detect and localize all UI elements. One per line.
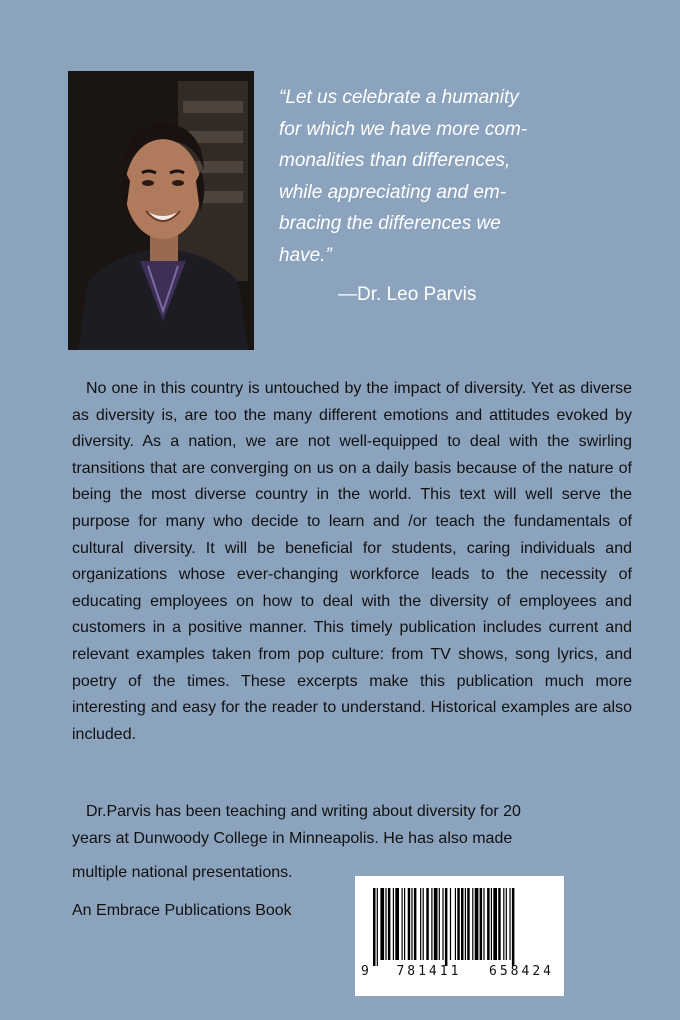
barcode-bar — [512, 888, 515, 966]
barcode-group-1: 781411 — [396, 964, 462, 979]
quote-text: “Let us celebrate a humanity for which we have more com- monalities than differences, while appreciating and em- bracing the differences we have.” — [279, 87, 528, 266]
quote-attribution: —Dr. Leo Parvis — [338, 284, 477, 305]
barcode-bar — [475, 888, 479, 960]
barcode-bar — [431, 888, 432, 960]
author-bio: Dr.Parvis has been teaching and writing about diversity for 20 years at Dunwoody College in Minneapolis. He has also made — [72, 803, 521, 847]
barcode-bar — [493, 888, 497, 960]
barcode-bar — [411, 888, 412, 960]
barcode-bar — [373, 888, 376, 966]
author-portrait-image — [68, 71, 254, 350]
barcode-bar — [457, 888, 460, 960]
barcode-bar — [445, 888, 448, 966]
barcode-bar — [377, 888, 378, 966]
barcode-bar — [491, 888, 492, 960]
barcode-bar — [487, 888, 490, 960]
barcode-bar — [393, 888, 394, 960]
barcode-bar — [385, 888, 386, 960]
barcode-bar — [408, 888, 411, 960]
barcode-number — [355, 964, 564, 979]
barcode-bar — [423, 888, 424, 960]
barcode-bar — [426, 888, 429, 960]
isbn-barcode — [355, 876, 564, 996]
publisher-line: An Embrace Publications Book — [72, 902, 292, 919]
barcode-bar — [439, 888, 440, 960]
barcode-bar — [380, 888, 384, 960]
book-description: No one in this country is untouched by the impact of diversity. Yet as diverse as diversity is, are too the many different emotions and attitudes evoked by diversity. As a nation, we are not well-equipped to deal with the swirling transitions that are converging on us on a daily basis because of the nature of being the most diverse country in the world. This text will well serve the purpose for many who decide to learn and /or teach the fundamentals of cultural diversity. It will be beneficial for students, caring individuals and organizations whose ever-changing workforce leads to the necessity of educating employees on how to deal with the diversity of employees and customers in a positive manner. This timely publication includes current and relevant examples taken from pop culture: from TV shows, song lyrics, and poetry of the times. These excerpts make this publication much more interesting and easy for the reader to understand. Historical examples are also included. — [72, 380, 632, 743]
barcode-bar — [483, 888, 484, 960]
barcode-bar — [506, 888, 507, 960]
author-bio-continued: multiple national presentations. — [72, 864, 293, 881]
barcode-group-2: 658424 — [489, 964, 554, 979]
barcode-bar — [442, 888, 443, 960]
barcode-bar — [414, 888, 417, 960]
barcode-bar — [404, 888, 405, 960]
author-photo — [68, 71, 254, 350]
barcode-bar — [450, 888, 451, 960]
barcode-bar — [503, 888, 504, 960]
barcode-bar — [480, 888, 483, 960]
barcode-bar — [472, 888, 473, 960]
barcode-bar — [455, 888, 456, 960]
barcode-bar — [509, 888, 510, 960]
barcode-bar — [498, 888, 501, 960]
barcode-bar — [420, 888, 421, 960]
barcode-bar — [434, 888, 438, 960]
barcode-bar — [402, 888, 403, 960]
barcode-digit-first: 9 — [361, 964, 369, 979]
barcode-bar — [467, 888, 470, 960]
barcode-bars — [355, 876, 564, 966]
barcode-bar — [465, 888, 466, 960]
barcode-bar — [461, 888, 464, 960]
barcode-bar — [388, 888, 391, 960]
barcode-bar — [395, 888, 399, 960]
